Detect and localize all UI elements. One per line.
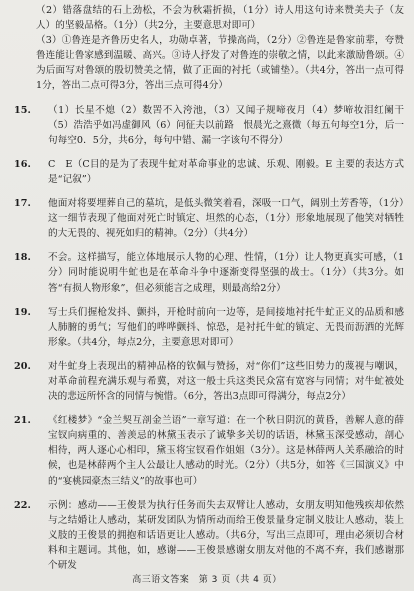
answer-19 [10, 305, 404, 350]
question-number: 16. [14, 158, 31, 170]
answer-paragraph: C E（C目的是为了表现牛虻对革命事业的忠诚、乐观、刚毅。E 主要的表达方式是“记叙”） [48, 158, 404, 185]
answer-body [48, 305, 404, 350]
answer-15 [10, 103, 404, 148]
answer-paragraph: 不会。这样描写，能立体地展示人物的心理、性情，（1分）让人物更真实可感，（1分）同时能说明牛虻也是在革命斗争中逐渐变得坚强的战士。（1分）（共3分。如答“有损人物形象”，但必须能言之成理，则最高给2分） [48, 252, 404, 294]
answer-paragraph: （2）错落盘结的石上劲松，不会为秋霜折损，（1分）诗人用这句诗来赞美夫子（友人）的坚毅品格。（1分）（共2分，主要意思对即可） [36, 5, 404, 32]
answer-paragraph: （3）①鲁连是齐鲁历史名人，功勋卓著，节操高尚，（2分）②鲁连是鲁家前辈，夸赞鲁连能让鲁家感到温暖、高兴。③诗人抒发了对鲁连的崇敬之情，以此来激励鲁颂。④为后面写对鲁颂的殷切赞美之情，做了正面的衬托（或铺垫）。（共4分，答出一点可得1分，答出二点可得3分，答出三点可得4分） [36, 35, 404, 92]
answer-paragraph: 对牛虻身上表现出的精神品格的钦佩与赞扬，对“你们”这些旧势力的蔑视与嘲讽，对革命前程充满乐观与希冀，对这一般士兵这类民众富有宽容与同情；对牛虻被处决的悲远所怀含的同情与惋惜。（6分，答出3点即可得满分，每点2分） [48, 360, 404, 403]
answer-17 [10, 196, 404, 241]
answer-paragraph: 写士兵们握枪发抖、颤抖，开枪时前向一边等，是间接地衬托牛虻正义的品质和感人肺腑的勇气；写他们的哗哗颤抖、惊恐，是衬托牛虻的镇定、无畏而沥洒的光辉形象。（共4分，每点2分，主要意思对即可） [48, 306, 404, 348]
answer-paragraph: 《红楼梦》“金兰契互剖金兰语”一章写道：在一个秋日阴沉的黄昏，善解人意的薛宝钗向病重的、善羡忌的林黛玉表示了诚挚多关切的话语，林黛玉深受感动，剖心相待，两人逐心心相印，黛玉将宝钗看作姐姐（3分）。这是林薛两人关系融洽的时候，也是林薛两个主人公最让人感动的时光。（2分）（共5分，如答《三国演义》中的“宴桃园豪杰三结义”的故事也可） [48, 415, 404, 487]
answer-body [48, 250, 404, 295]
page-footer: 高三语文答案 第 3 页（共 4 页） [132, 575, 282, 585]
answer-body [48, 103, 404, 148]
question-number: 19. [14, 306, 31, 318]
answer-body [48, 157, 404, 187]
answer-21 [10, 413, 404, 488]
answer-body [36, 3, 404, 94]
answer-paragraph: （1）长星不熄（2）数罟不入洿池，（3）又闻子规啼夜月（4）梦啼妆泪红阑干（5）浩浩乎如冯虚御风（6）问征夫以前路 恨晨光之熹微（每五句每空1分，后一句每空0．5分，共6分，每句中错、漏一字该句不得分） [48, 104, 404, 146]
question-number: 15. [14, 104, 31, 116]
answer-body [48, 359, 404, 404]
question-number: 17. [14, 198, 31, 210]
answer-paragraph: 他面对将要埋葬自己的墓坑，是低头微笑着看，深吸一口气，阔别土芳香等，（1分）这一细节表现了他面对死亡时镇定、坦然的心态，（1分）形象地展现了他笑对牺牲的大无畏的、视死如归的精神。（2分）（共4分） [48, 198, 404, 240]
question-number: 20. [14, 360, 31, 372]
question-number: 21. [14, 415, 31, 427]
answer-16 [10, 157, 404, 187]
answer-body [48, 196, 404, 241]
answer-18 [10, 250, 404, 295]
answer-body [48, 498, 404, 573]
answer-14-continued [10, 3, 404, 94]
answer-body [48, 413, 404, 488]
question-number: 22. [14, 499, 31, 511]
question-number: 18. [14, 252, 31, 264]
answer-22 [10, 498, 404, 573]
answer-paragraph: 示例：感动——王俊景为执行任务而失去双臂让人感动，女朋友明知他残疾却依然与之结婚让人感动，某研发团队为情所动而给王俊景量身定制义肢让人感动，装上义肢的王俊景的拥抱和话语更让人感动。（共6分，写出三点即可，理由必须切合材料和主题词。其他，如，感谢——王俊景感谢女朋友对他的不离不弃，我们感谢那个研发 [48, 499, 404, 571]
answer-20 [10, 359, 404, 404]
